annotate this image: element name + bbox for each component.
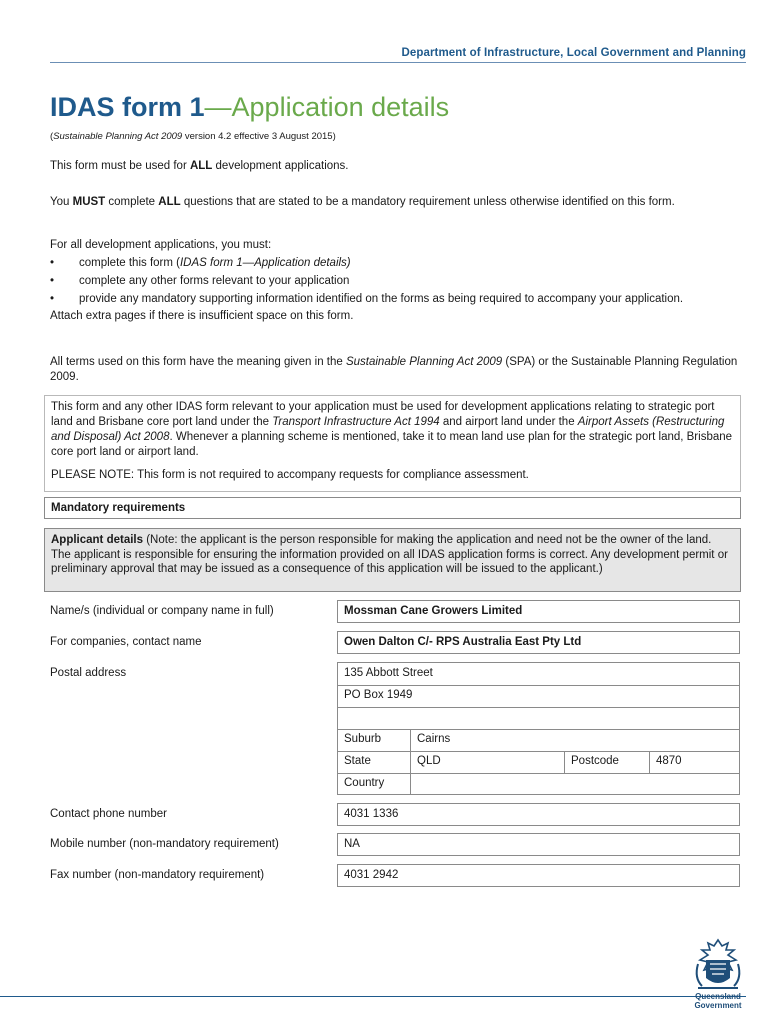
state-row	[338, 751, 739, 774]
address-line-3-field[interactable]	[338, 707, 739, 730]
title-sub: —Application details	[204, 92, 450, 122]
postal-address-label: Postal address	[50, 667, 127, 679]
version-note: (Sustainable Planning Act 2009 version 4.2 effective 3 August 2015)	[50, 131, 336, 142]
fax-field[interactable]: 4031 2942	[337, 864, 740, 887]
bullet-1: • complete this form (IDAS form 1—Application details)	[50, 256, 740, 271]
title-main: IDAS form 1	[50, 92, 205, 122]
intro-p4: Attach extra pages if there is insufficient space on this form.	[50, 310, 354, 322]
mandatory-requirements-heading: Mandatory requirements	[44, 497, 741, 519]
country-label: Country	[344, 777, 385, 789]
logo-text-2: Government	[694, 1001, 742, 1010]
suburb-field[interactable]: Cairns	[417, 733, 451, 745]
port-land-note: This form and any other IDAS form relevant to your application must be used for development applications relating to strategic port land and Brisbane core port land under the Transport Infrastructure Act 1994 and airport land under the Airport Assets (Restructuring and Disposal) Act 2008. Whenever a planning scheme is mentioned, take it to mean land use plan for the strategic port land, Brisbane core port land or airport land. PLEASE NOTE: This form is not required to accompany requests for compliance assessment.	[44, 395, 741, 492]
postcode-field[interactable]: 4870	[656, 755, 682, 767]
state-field[interactable]: QLD	[417, 755, 441, 767]
mobile-label: Mobile number (non-mandatory requirement)	[50, 838, 279, 850]
logo-text-1: Queensland	[695, 992, 741, 1001]
department-header: Department of Infrastructure, Local Government and Planning	[401, 47, 746, 59]
queensland-government-logo	[692, 938, 744, 1010]
intro-p3: For all development applications, you must:	[50, 239, 272, 251]
contact-name-label: For companies, contact name	[50, 636, 202, 648]
names-field[interactable]: Mossman Cane Growers Limited	[337, 600, 740, 623]
version-act: Sustainable Planning Act 2009	[53, 131, 183, 142]
bullet-3: • provide any mandatory supporting information identified on the forms as being required to accompany your application.	[50, 292, 740, 307]
intro-list-block	[50, 238, 740, 324]
crest-icon	[692, 938, 744, 1010]
postcode-label: Postcode	[571, 755, 619, 767]
mobile-field[interactable]: NA	[337, 833, 740, 856]
footer-divider	[0, 996, 746, 997]
intro-p2: You MUST complete ALL questions that are stated to be a mandatory requirement unless otherwise identified on this form.	[50, 196, 675, 208]
country-row	[338, 773, 739, 795]
contact-name-field[interactable]: Owen Dalton C/- RPS Australia East Pty Ltd	[337, 631, 740, 654]
header-divider	[50, 62, 746, 63]
address-line-1-field[interactable]: 135 Abbott Street	[338, 663, 739, 686]
state-label: State	[344, 755, 371, 767]
intro-p1: This form must be used for ALL development applications.	[50, 160, 349, 172]
applicant-details-note: Applicant details (Note: the applicant is the person responsible for making the application and need not be the owner of the land. The applicant is responsible for ensuring the information provided on all IDAS application forms is correct. Any development permit or preliminary approval that may be issued as a consequence of this application will be issued to the applicant.)	[44, 528, 741, 592]
please-note: PLEASE NOTE: This form is not required to accompany requests for compliance assessment.	[51, 469, 529, 481]
postal-address-block	[337, 662, 740, 795]
phone-label: Contact phone number	[50, 808, 167, 820]
suburb-row	[338, 729, 739, 752]
intro-p5: All terms used on this form have the meaning given in the Sustainable Planning Act 2009 (SPA) or the Sustainable Planning Regulation 2009.	[50, 356, 738, 383]
phone-field[interactable]: 4031 1336	[337, 803, 740, 826]
fax-label: Fax number (non-mandatory requirement)	[50, 869, 265, 881]
bullet-2: • complete any other forms relevant to your application	[50, 274, 740, 289]
suburb-label: Suburb	[344, 733, 382, 745]
names-label: Name/s (individual or company name in full)	[50, 605, 274, 617]
page-title	[50, 92, 449, 123]
address-line-2-field[interactable]: PO Box 1949	[338, 685, 739, 708]
